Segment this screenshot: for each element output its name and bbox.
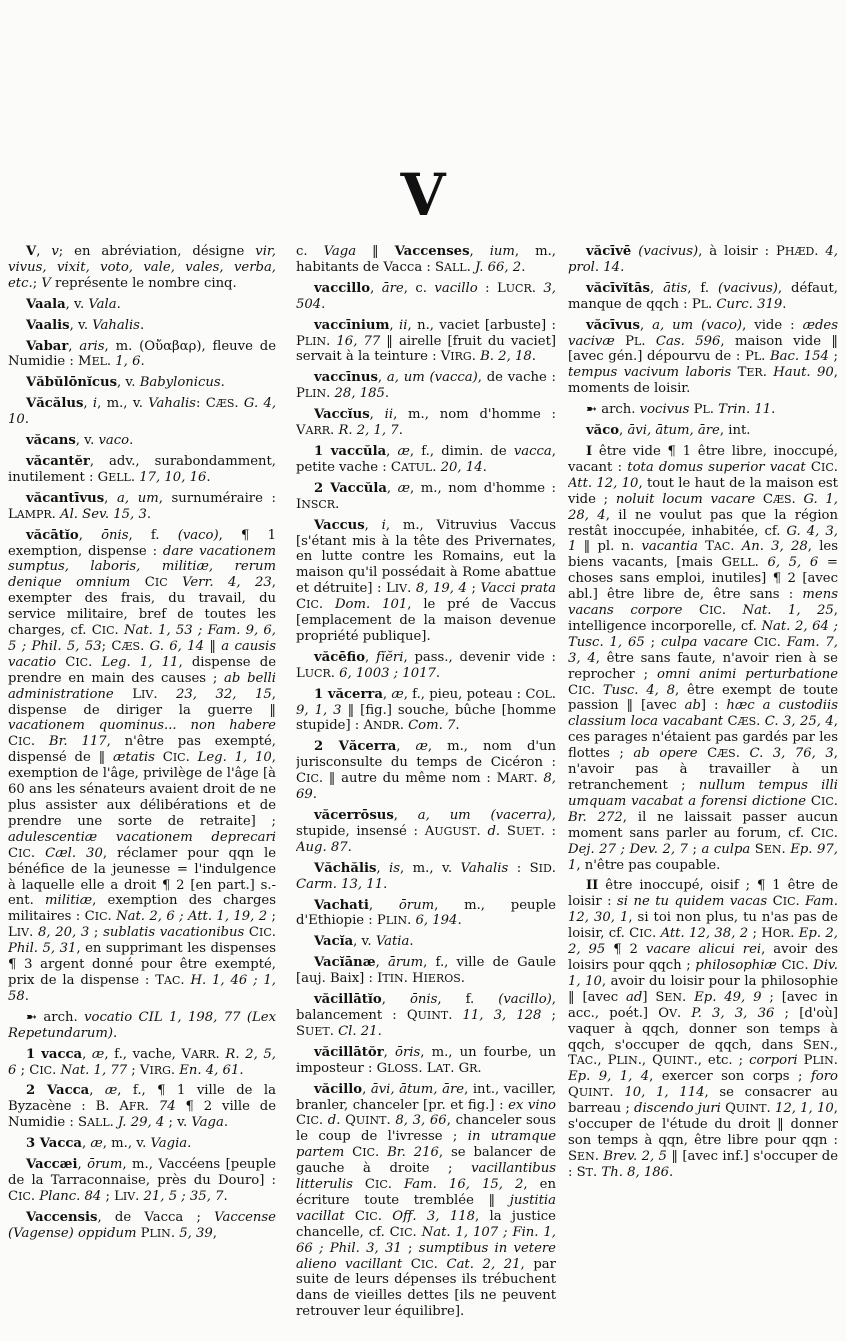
dictionary-entry: I être vide ¶ 1 être libre, inoccupé, vacant : tota domus superior vacat CIC. Att. 12, 10, tout le haut de la maison est vide ; noluit locum vacare CÆS. G. 1, 28, 4, il ne voulut pas que la région restât inoccupée, inhabitée, cf. G. 4, 3, 1 ‖ pl. n. vacantia TAC. An. 3, 28, les biens vacants, [mais GELL. 6, 5, 6 = choses sans emploi, inutiles] ¶ 2 [avec abl.] être libre de, être sans : mens vacans corpore CIC. Nat. 1, 25, intelligence incorporelle, cf. Nat. 2, 64 ; Tusc. 1, 65 ; culpa vacare CIC. Fam. 7, 3, 4, être sans faute, n'avoir rien à se reprocher ; omni animi perturbatione CIC. Tusc. 4, 8, être exempt de toute passion ‖ [avec ab] : hæc a custodiis classium loca vacabant CÆS. C. 3, 25, 4, ces parages n'étaient pas gardés par les flottes ; ab opere CÆS. C. 3, 76, 3, n'avoir pas à travailler à un retranchement ; nullum tempus illi umquam vacabat a forensi dictione CIC. Br. 272, il ne laissait passer aucun moment sans parler au forum, cf. CIC. Dej. 27 ; Dev. 2, 7 ; a culpa SEN. Ep. 97, 1, n'être pas coupable. <box>568 443 838 873</box>
dictionary-entry: văcillātĭo, ōnis, f. (vacillo), balancement : QUINT. 11, 3, 128 ; SUET. Cl. 21. <box>296 992 556 1039</box>
dictionary-entry: vaccīnus, a, um (vacca), de vache : PLIN. 28, 185. <box>296 370 556 402</box>
dictionary-entry: Văchălis, is, m., v. Vahalis : SID. Carm. 13, 11. <box>296 860 556 892</box>
dictionary-entry: văcātĭo, ōnis, f. (vaco), ¶ 1 exemption, dispense : dare vacationem sumptus, laboris, militiæ, rerum denique omnium CIC Verr. 4, 23, exempter des frais, du travail, du service militaire, bref de toutes les charges, cf. CIC. Nat. 1, 53 ; Fam. 9, 6, 5 ; Phil. 5, 53; CÆS. G. 6, 14 ‖ a causis vacatio CIC. Leg. 1, 11, dispense de prendre en main des causes ; ab belli administratione LIV. 23, 32, 15, dispense de diriger la guerre ‖ vacationem quominus... non habere CIC. Br. 117, n'être pas exempté, dispensé de ‖ ætatis CIC. Leg. 1, 10, exemption de l'âge, privilège de l'âge [à 60 ans les sénateurs avaient droit de ne plus assister aux délibérations et de prendre une sorte de retraite] ; adulescentiæ vacationem deprecari CIC. Cæl. 30, réclamer pour qqn le bénéfice de la jeunesse = l'indulgence à laquelle elle a droit ¶ 2 [en part.] s.-ent. militiæ, exemption des charges militaires : CIC. Nat. 2, 6 ; Att. 1, 19, 2 ; LIV. 8, 20, 3 ; sublatis vacationibus CIC. Phil. 5, 31, en supprimant les dispenses ¶ 3 argent donné pour être exempté, prix de la dispense : TAC. H. 1, 46 ; 1, 58. <box>8 527 276 1004</box>
dictionary-entry: ➼ arch. vocatio CIL 1, 198, 77 (Lex Repetundarum). <box>8 1009 276 1041</box>
dictionary-entry: c. Vaga ‖ Vaccenses, ium, m., habitants de Vacca : SALL. J. 66, 2. <box>296 244 556 275</box>
dictionary-entry: 2 Vacca, æ, f., ¶ 1 ville de la Byzacène : B. AFR. 74 ¶ 2 ville de Numidie : SALL. J. 29, 4 ; v. Vaga. <box>8 1083 276 1131</box>
page-letter-heading: V <box>400 161 446 229</box>
dictionary-entry: Vacĭa, v. Vatia. <box>314 934 414 950</box>
dictionary-column-left <box>8 244 276 1336</box>
dictionary-entry: văcillātŏr, ōris, m., un fourbe, un imposteur : GLOSS. LAT. GR. <box>296 1044 556 1076</box>
dictionary-column-middle <box>296 244 556 1336</box>
dictionary-entry: II être inoccupé, oisif ; ¶ 1 être de loisir : si ne tu quidem vacas CIC. Fam. 12, 30, 1, si toi non plus, tu n'as pas de loisir, cf. CIC. Att. 12, 38, 2 ; HOR. Ep. 2, 2, 95 ¶ 2 vacare alicui rei, avoir des loisirs pour qqch ; philosophiæ CIC. Div. 1, 10, avoir du loisir pour la philosophie ‖ [avec ad] SEN. Ep. 49, 9 ; [avec in acc., poét.] OV. P. 3, 3, 36 ; [d'où] vaquer à qqch, donner son temps à qqch, s'occuper de qqch, dans SEN., TAC., PLIN., QUINT., etc. ; corpori PLIN. Ep. 9, 1, 4, exercer son corps ; foro QUINT. 10, 1, 114, se consacrer au barreau ; discendo juri QUINT. 12, 1, 10, s'occuper de l'étude du droit ‖ donner son temps à qqn, être libre pour qqn : SEN. Brev. 2, 5 ‖ [avec inf.] s'occuper de : ST. Th. 8, 186. <box>568 878 838 1180</box>
dictionary-entry: Vaccensis, de Vacca ; Vaccense (Vagense) oppidum PLIN. 5, 39, <box>8 1209 276 1241</box>
dictionary-entry: Vaala, v. Vala. <box>26 296 121 312</box>
dictionary-entry: Văbŭlōnĭcus, v. Babylonicus. <box>26 375 225 391</box>
dictionary-entry: V, v; en abréviation, désigne vir, vivus, vixit, voto, vale, vales, verba, etc.; V représente le nombre cinq. <box>8 244 276 291</box>
dictionary-entry: văcēfio, fĭĕri, pass., devenir vide : LUCR. 6, 1003 ; 1017. <box>296 649 556 681</box>
dictionary-entry: 3 Vacca, æ, m., v. Vagia. <box>26 1136 192 1152</box>
dictionary-entry: 2 Văcerra, æ, m., nom d'un jurisconsulte du temps de Cicéron : CIC. ‖ autre du même nom : MART. 8, 69. <box>296 739 556 803</box>
dictionary-entry: 2 Vaccŭla, æ, m., nom d'homme : INSCR. <box>296 480 556 512</box>
dictionary-entry: văcantīvus, a, um, surnuméraire : LAMPR. Al. Sev. 15, 3. <box>8 490 276 522</box>
dictionary-entry: Vaccus, i, m., Vitruvius Vaccus [s'étant mis à la tête des Privernates, en lutte contre les Romains, eut la maison qu'il possédait à Rome abattue et détruite] : LIV. 8, 19, 4 ; Vacci prata CIC. Dom. 101, le pré de Vaccus [emplacement de la maison devenue propriété publique]. <box>296 517 556 644</box>
dictionary-entry: văcerrōsus, a, um (vacerra), stupide, insensé : AUGUST. d. SUET. : Aug. 87. <box>296 808 556 855</box>
dictionary-entry: 1 vacca, æ, f., vache, VARR. R. 2, 5, 6 ; CIC. Nat. 1, 77 ; VIRG. En. 4, 61. <box>8 1046 276 1078</box>
dictionary-entry: Văcălus, i, m., v. Vahalis: CÆS. G. 4, 10. <box>8 396 276 428</box>
dictionary-entry: Vachati, ōrum, m., peuple d'Ethiopie : PLIN. 6, 194. <box>296 897 556 929</box>
dictionary-entry: vaccillo, āre, c. vacillo : LUCR. 3, 504. <box>296 280 556 312</box>
dictionary-entry: văcīvē (vacivus), à loisir : PHÆD. 4, prol. 14. <box>568 244 838 275</box>
dictionary-entry: Vacĭānæ, ārum, f., ville de Gaule [auj. Baix] : ITIN. HIEROS. <box>296 955 556 987</box>
dictionary-entry: 1 vaccŭla, æ, f., dimin. de vacca, petite vache : CATUL. 20, 14. <box>296 443 556 475</box>
dictionary-entry: 1 văcerra, æ, f., pieu, poteau : COL. 9, 1, 3 ‖ [fig.] souche, bûche [homme stupide] : ANDR. Com. 7. <box>296 686 556 734</box>
dictionary-entry: ➼ arch. vocivus PL. Trin. 11. <box>586 402 776 418</box>
dictionary-entry: Vaalis, v. Vahalis. <box>26 317 145 333</box>
dictionary-entry: văcantĕr, adv., surabondamment, inutilement : GELL. 17, 10, 16. <box>8 453 276 485</box>
dictionary-entry: Vaccĭus, ii, m., nom d'homme : VARR. R. 2, 1, 7. <box>296 407 556 439</box>
dictionary-entry: Vabar, aris, m. (Οὔαβαρ), fleuve de Numidie : MEL. 1, 6. <box>8 338 276 370</box>
dictionary-entry: văcillo, āvi, ātum, āre, int., vaciller, branler, chanceler [pr. et fig.] : ex vino CIC. d. QUINT. 8, 3, 66, chanceler sous le coup de l'ivresse ; in utramque partem CIC. Br. 216, se balancer de gauche à droite ; vacillantibus litterulis CIC. Fam. 16, 15, 2, en écriture toute tremblée ‖ justitia vacillat CIC. Off. 3, 118, la justice chancelle, cf. CIC. Nat. 1, 107 ; Fin. 1, 66 ; Phil. 3, 31 ; sumptibus in vetere alieno vacillant CIC. Cat. 2, 21, par suite de leurs dépenses ils trébuchent dans de vieilles dettes [ils ne peuvent retrouver leur équilibre]. <box>296 1081 556 1320</box>
dictionary-entry: vaccīnium, ii, n., vaciet [arbuste] : PLIN. 16, 77 ‖ airelle [fruit du vaciet] servait à la teinture : VIRG. B. 2, 18. <box>296 317 556 365</box>
dictionary-entry: văco, āvi, ātum, āre, int. <box>586 423 751 439</box>
dictionary-entry: Vaccæi, ōrum, m., Vaccéens [peuple de la Tarraconnaise, près du Douro] : CIC. Planc. 84 ; LIV. 21, 5 ; 35, 7. <box>8 1157 276 1204</box>
dictionary-entry: văcīvĭtās, ātis, f. (vacivus), défaut, manque de qqch : PL. Curc. 319. <box>568 280 838 312</box>
dictionary-column-right <box>568 244 838 1336</box>
dictionary-entry: văcīvus, a, um (vaco), vide : ædes vacivæ PL. Cas. 596, maison vide ‖ [avec gén.] dépourvu de : PL. Bac. 154 ; tempus vacivum laboris TER. Haut. 90, moments de loisir. <box>568 317 838 397</box>
dictionary-entry: văcans, v. vaco. <box>26 433 134 449</box>
